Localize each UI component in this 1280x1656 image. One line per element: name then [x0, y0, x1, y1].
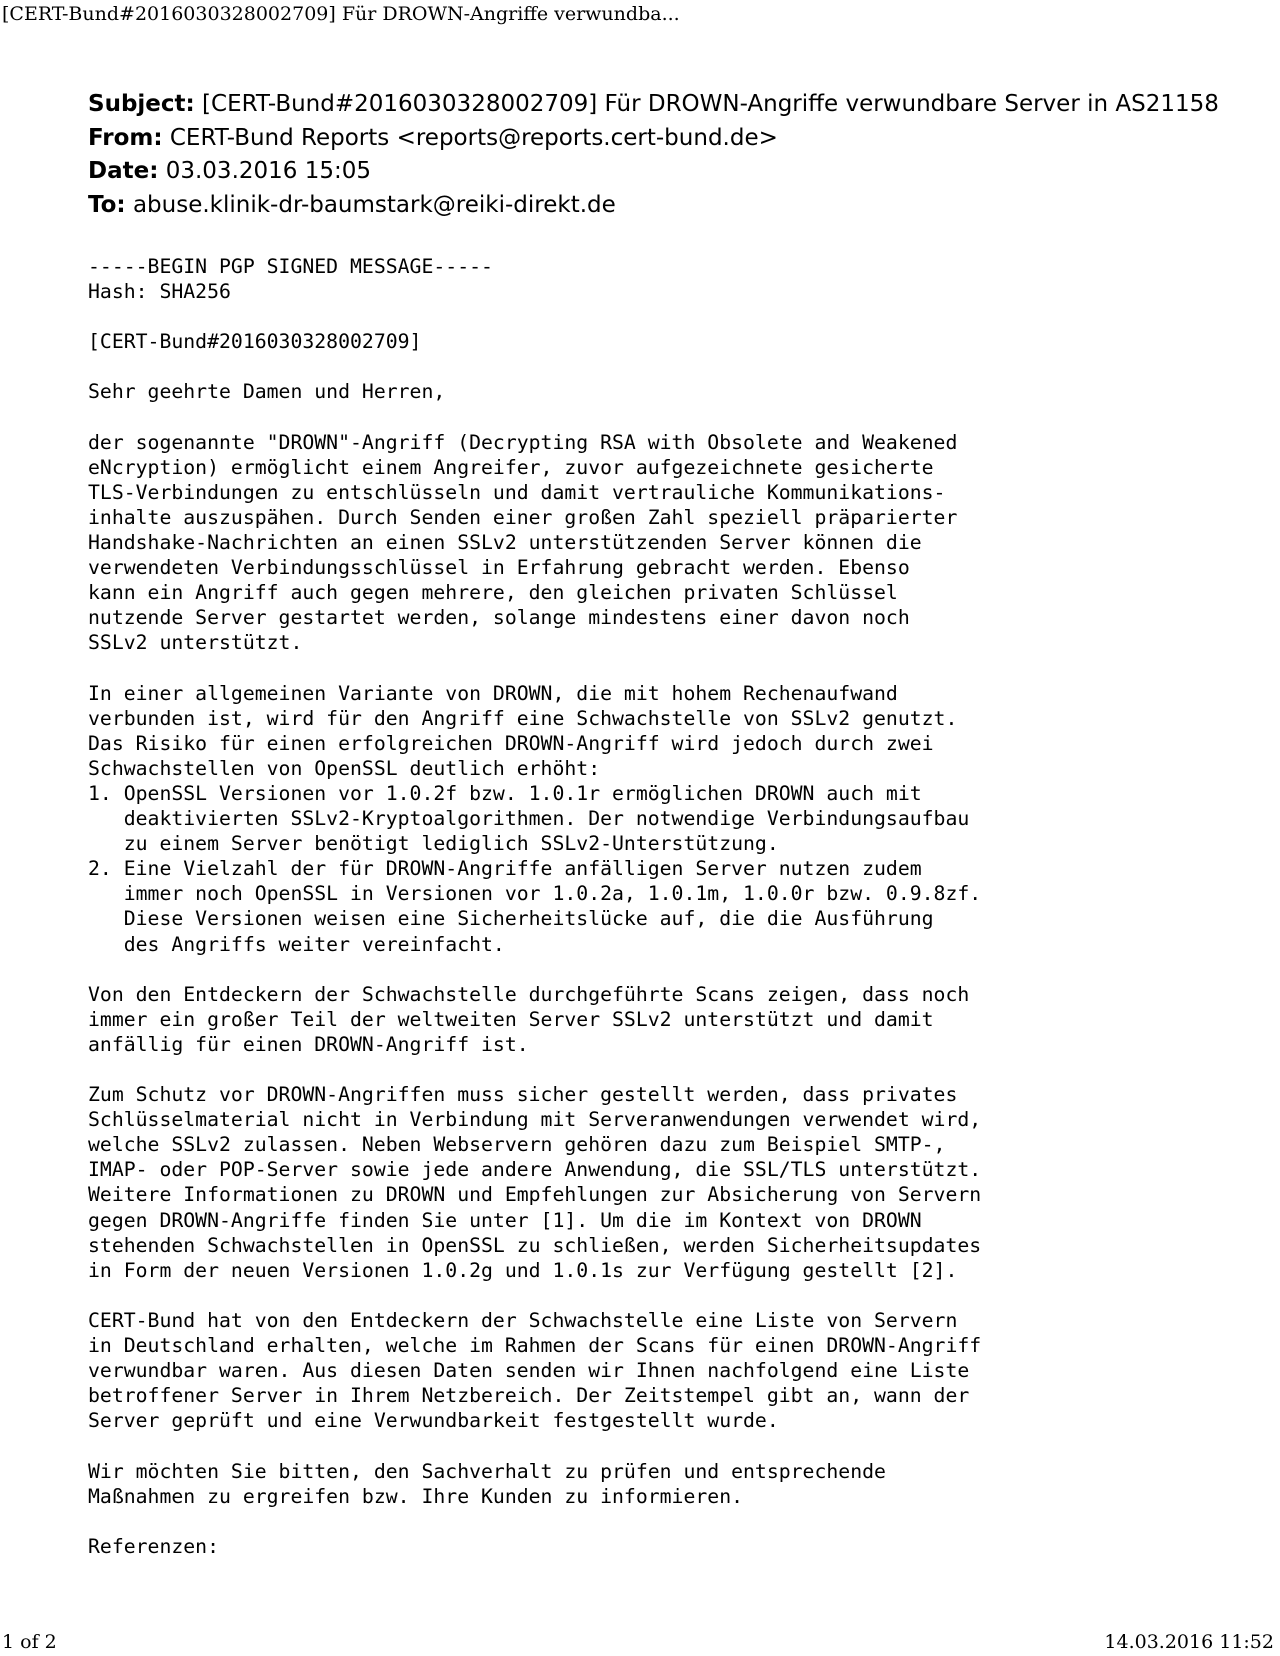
email-header [88, 88, 1219, 222]
date-label: Date: [88, 158, 159, 184]
body-line: TLS-Verbindungen zu entschlüsseln und damit vertrauliche Kommunikations- [88, 480, 946, 504]
body-line: stehenden Schwachstellen in OpenSSL zu schließen, werden Sicherheitsupdates [88, 1233, 982, 1257]
body-line: IMAP- oder POP-Server sowie jede andere Anwendung, die SSL/TLS unterstützt. [88, 1158, 982, 1182]
body-line: Zum Schutz vor DROWN-Angriffen muss sicher gestellt werden, dass privates [88, 1083, 958, 1107]
body-line: 2. Eine Vielzahl der für DROWN-Angriffe anfälligen Server nutzen zudem [88, 857, 922, 881]
body-line: Schlüsselmaterial nicht in Verbindung mit Serveranwendungen verwendet wird, [88, 1108, 982, 1132]
body-line: deaktivierten SSLv2-Kryptoalgorithmen. Der notwendige Verbindungsaufbau [88, 807, 970, 831]
body-line: Wir möchten Sie bitten, den Sachverhalt zu prüfen und entsprechende [88, 1459, 886, 1483]
body-line: Handshake-Nachrichten an einen SSLv2 unterstützenden Server können die [88, 531, 922, 555]
subject-label: Subject: [88, 91, 195, 117]
page-header-title: [CERT-Bund#2016030328002709] Für DROWN-Angriffe verwundba... [2, 3, 680, 25]
body-line: Referenzen: [88, 1534, 220, 1558]
email-body [88, 254, 981, 1559]
body-line: immer noch OpenSSL in Versionen vor 1.0.2a, 1.0.1m, 1.0.0r bzw. 0.9.8zf. [88, 882, 982, 906]
body-line: Diese Versionen weisen eine Sicherheitslücke auf, die die Ausführung [88, 907, 934, 931]
body-line: welche SSLv2 zulassen. Neben Webservern gehören dazu zum Beispiel SMTP-, [88, 1133, 946, 1157]
subject-value: [CERT-Bund#2016030328002709] Für DROWN-Angriffe verwundbare Server in AS21158 [202, 91, 1219, 117]
date-row [88, 155, 1219, 189]
body-line: zu einem Server benötigt lediglich SSLv2-Unterstützung. [88, 832, 779, 856]
body-line: kann ein Angriff auch gegen mehrere, den gleichen privaten Schlüssel [88, 581, 898, 605]
page-number: 1 of 2 [2, 1631, 57, 1653]
body-line: 1. OpenSSL Versionen vor 1.0.2f bzw. 1.0.1r ermöglichen DROWN auch mit [88, 781, 922, 805]
date-value: 03.03.2016 15:05 [165, 158, 372, 184]
body-line: Sehr geehrte Damen und Herren, [88, 380, 446, 404]
body-line: verwundbar waren. Aus diesen Daten senden wir Ihnen nachfolgend eine Liste [88, 1359, 970, 1383]
body-line: [CERT-Bund#2016030328002709] [88, 330, 422, 354]
from-label: From: [88, 124, 163, 151]
body-line: eNcryption) ermöglicht einem Angreifer, zuvor aufgezeichnete gesicherte [88, 455, 934, 479]
subject-row [88, 88, 1219, 122]
to-value: abuse.klinik-dr-baumstark@reiki-direkt.de [132, 191, 616, 218]
body-line: des Angriffs weiter vereinfacht. [88, 932, 505, 956]
body-line: in Form der neuen Versionen 1.0.2g und 1.0.1s zur Verfügung gestellt [2]. [88, 1258, 958, 1282]
body-line: anfällig für einen DROWN-Angriff ist. [88, 1032, 529, 1056]
body-line: SSLv2 unterstützt. [88, 631, 303, 655]
body-line: gegen DROWN-Angriffe finden Sie unter [1]. Um die im Kontext von DROWN [88, 1208, 922, 1232]
body-line: -----BEGIN PGP SIGNED MESSAGE----- [88, 255, 493, 278]
body-line: Schwachstellen von OpenSSL deutlich erhöht: [88, 756, 601, 780]
body-line: inhalte auszuspähen. Durch Senden einer großen Zahl speziell präparierter [88, 505, 958, 529]
body-line: CERT-Bund hat von den Entdeckern der Schwachstelle eine Liste von Servern [88, 1308, 958, 1332]
body-line: betroffener Server in Ihrem Netzbereich. Der Zeitstempel gibt an, wann der [88, 1384, 970, 1408]
to-row [88, 189, 1219, 223]
body-line: verbunden ist, wird für den Angriff eine Schwachstelle von SSLv2 genutzt. [88, 706, 958, 730]
body-line: verwendeten Verbindungsschlüssel in Erfahrung gebracht werden. Ebenso [88, 556, 910, 580]
body-line: in Deutschland erhalten, welche im Rahmen der Scans für einen DROWN-Angriff [88, 1334, 982, 1358]
body-line: Weitere Informationen zu DROWN und Empfehlungen zur Absicherung von Servern [88, 1183, 982, 1207]
body-line: Das Risiko für einen erfolgreichen DROWN-Angriff wird jedoch durch zwei [88, 731, 934, 755]
from-row [88, 122, 1219, 156]
body-line: nutzende Server gestartet werden, solange mindestens einer davon noch [88, 606, 910, 630]
body-line: Von den Entdeckern der Schwachstelle durchgeführte Scans zeigen, dass noch [88, 982, 970, 1006]
body-line: Server geprüft und eine Verwundbarkeit festgestellt wurde. [88, 1409, 779, 1433]
body-line: der sogenannte "DROWN"-Angriff (Decrypting RSA with Obsolete and Weakened [88, 430, 958, 454]
print-timestamp: 14.03.2016 11:52 [1104, 1631, 1274, 1653]
body-line: In einer allgemeinen Variante von DROWN, die mit hohem Rechenaufwand [88, 681, 898, 705]
to-label: To: [88, 191, 126, 218]
from-value: CERT-Bund Reports <reports@reports.cert-bund.de> [169, 124, 778, 151]
body-line: Hash: SHA256 [88, 280, 231, 304]
body-line: Maßnahmen zu ergreifen bzw. Ihre Kunden zu informieren. [88, 1484, 744, 1508]
body-line: immer ein großer Teil der weltweiten Server SSLv2 unterstützt und damit [88, 1007, 934, 1031]
